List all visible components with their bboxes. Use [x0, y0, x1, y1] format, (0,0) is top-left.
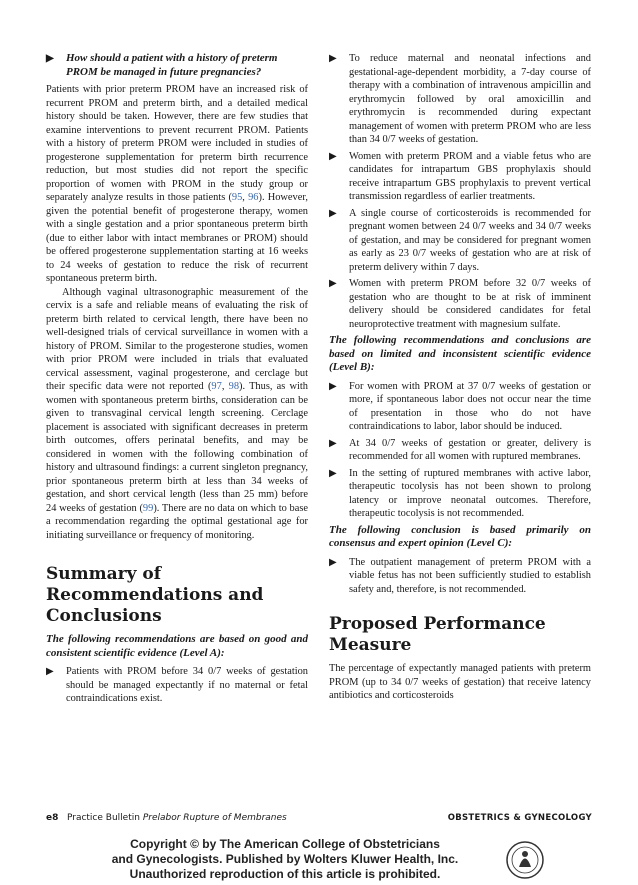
triangle-bullet-icon: ▶ [329, 278, 337, 289]
triangle-bullet-icon: ▶ [329, 150, 337, 162]
triangle-bullet-icon: ▶ [46, 53, 54, 64]
left-column [46, 52, 308, 709]
recommendation-item: ▶ In the setting of ruptured membranes with active labor, therapeutic tocolysis has not been shown to prolong latency or improve neonatal outcomes. Therefore, therapeutic tocolysis is not recommended. [329, 467, 591, 519]
page-number: e8 [46, 813, 59, 823]
reference-link[interactable]: 98 [228, 381, 240, 392]
recommendation-item: ▶ At 34 0/7 weeks of gestation or greater, delivery is recommended for all women with ruptured membranes. [329, 437, 591, 462]
performance-measure-text: The percentage of expectantly managed patients with preterm PROM (up to 34 0/7 weeks of gestation) that receive latency antibiotics and corticosteroids [329, 663, 591, 701]
recommendation-item: ▶ Patients with PROM before 34 0/7 weeks of gestation should be managed expectantly if no maternal or fetal contraindications exist. [46, 666, 308, 704]
triangle-bullet-icon: ▶ [329, 207, 337, 219]
reference-link[interactable]: 96 [248, 192, 259, 203]
level-b-lead: The following recommendations and conclusions are based on limited and inconsistent scientific evidence (Level B): [329, 334, 591, 373]
recommendation-item: ▶ For women with PROM at 37 0/7 weeks of gestation or more, if spontaneous labor does not occur near the time of presentation in those who do not have contraindications to labor, labor should be induced. [329, 380, 591, 432]
level-a-lead: The following recommendations are based on good and consistent scientific evidence (Level A): [46, 633, 308, 659]
reference-link[interactable]: 95 [231, 192, 243, 203]
reference-link[interactable]: 99 [142, 502, 154, 514]
triangle-bullet-icon: ▶ [46, 666, 54, 677]
recommendation-item: ▶ To reduce maternal and neonatal infections and gestational-age-dependent morbidity, a 7-day course of therapy with a combination of intravenous ampicillin and erythromycin followed by oral amoxicillin and erythromycin is recommended during expectant management of women with preterm PROM who are less than 34 0/7 weeks of gestation. [329, 53, 591, 145]
triangle-bullet-icon: ▶ [329, 556, 337, 568]
triangle-bullet-icon: ▶ [329, 467, 337, 479]
paragraph-2: Although vaginal ultrasonographic measurement of the cervix is a safe and reliable means of evaluating the risk of preterm birth related to cervical length, there have been no well-designed trials of cervical surveillance in women with a history of PROM. Similar to the progesterone studies, women with prior PROM were included in trials that evaluated cervical assessment, vaginal progesterone, and cerclage but their specific data were not reported (97, 98). Thus, as with women with spontaneous preterm births, consideration can be given to transvaginal cervical length screening. Cerclage placement is associated with significant decreases in preterm birth outcomes, offers perinatal benefits, and may be considered in women with the following combination of history and ultrasound findings: a current singleton pregnancy, prior spontaneous preterm birth at less than 34 weeks of gestation, and short cervical length (less than 25 mm) before 24 weeks of gestation (99). There are no data on which to base a recommendation regarding the optimal gestational age for initiating surveillance or frequency of monitoring. [46, 286, 308, 541]
right-column [329, 52, 591, 703]
college-seal-icon [505, 840, 545, 880]
reference-link[interactable]: 97 [211, 381, 222, 392]
triangle-bullet-icon: ▶ [329, 380, 337, 392]
recommendation-item: ▶ Women with preterm PROM and a viable fetus who are candidates for intrapartum GBS prophylaxis should receive intrapartum GBS prophylaxis to prevent vertical transmission regardless of earlier treatments. [329, 150, 591, 202]
recommendation-item: ▶ Women with preterm PROM before 32 0/7 weeks of gestation who are thought to be at risk of imminent delivery should be considered candidates for fetal neuroprotective treatment with magnesium sulfate. [329, 278, 591, 330]
section-heading-performance-measure: Proposed Performance Measure [329, 614, 546, 655]
footer-title: Prelabor Rupture of Membranes [142, 813, 287, 823]
question-text: How should a patient with a history of preterm PROM be managed in future pregnancies? [66, 52, 278, 78]
page-footer [46, 813, 592, 823]
triangle-bullet-icon: ▶ [329, 53, 337, 64]
footer-series: Practice Bulletin [66, 813, 140, 823]
question-heading [46, 52, 308, 79]
paragraph-1: Patients with prior preterm PROM have an increased risk of recurrent PROM and preterm birth, and a detailed medical history should be taken. However, there are few studies that examine interventions to prevent recurrent PROM. Patients with a history of preterm PROM were included in studies of progesterone supplementation for preterm birth recurrence reduction, but most studies did not report the specific proportion of women with PROM in the study group or separately analyze results in those patients (95, 96). However, given the potential benefit of progesterone therapy, women with a single gestation and a prior spontaneous preterm birth (due to either labor with intact membranes or PROM) should be offered progesterone supplementation starting at 16 weeks to 24 weeks of gestation to reduce the risk of recurrent spontaneous preterm birth. [46, 84, 308, 284]
recommendation-item: ▶ A single course of corticosteroids is recommended for pregnant women between 24 0/7 weeks and 34 0/7 weeks of gestation, and may be considered for pregnant women as early as 23 0/7 weeks of gestation who are at risk of preterm delivery within 7 days. [329, 207, 591, 273]
recommendation-item: ▶ The outpatient management of preterm PROM with a viable fetus has not been sufficiently studied to establish safety and, therefore, is not recommended. [329, 556, 591, 595]
journal-name: OBSTETRICS & GYNECOLOGY [447, 813, 592, 823]
section-heading-summary: Summary of Recommendations and Conclusions [46, 564, 264, 626]
copyright-notice: Copyright © by The American College of Obstetricians and Gynecologists. Published by Wolters Kluwer Health, Inc. Unauthorized reproduction of this article is prohibited. [111, 837, 459, 881]
triangle-bullet-icon: ▶ [329, 437, 337, 449]
level-c-lead: The following conclusion is based primarily on consensus and expert opinion (Level C): [329, 523, 591, 549]
